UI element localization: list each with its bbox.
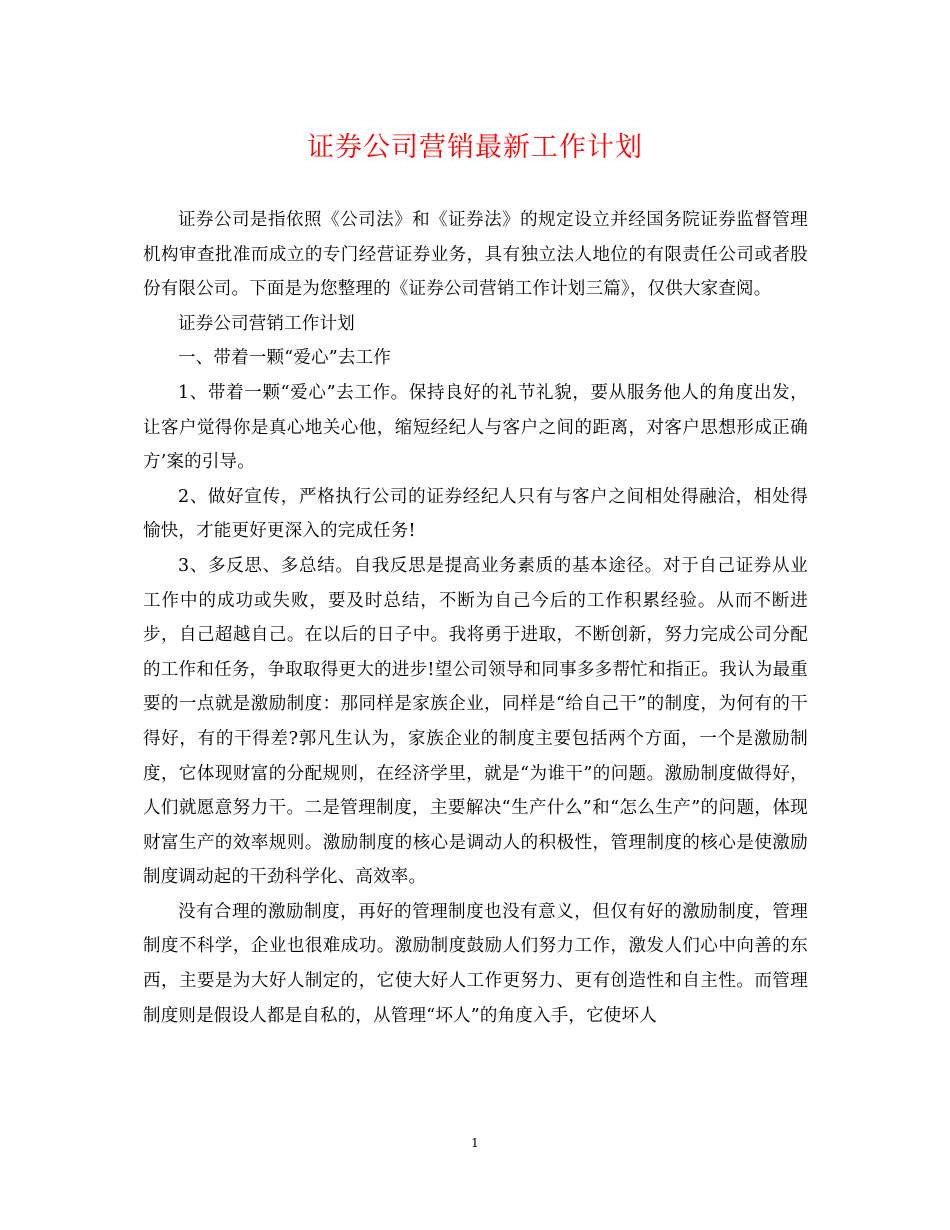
paragraph-item-1: 1、带着一颗“爱心”去工作。保持良好的礼节礼貌，要从服务他人的角度出发，让客户觉得你是真心地关心他，缩短经纪人与客户之间的距离，对客户思想形成正确方’案的引导。 <box>143 382 808 473</box>
paragraph-item-2: 2、做好宣传，严格执行公司的证券经纪人只有与客户之间相处得融洽，相处得愉快，才能更好更深入的完成任务! <box>143 486 808 542</box>
paragraph-intro: 证券公司是指依照《公司法》和《证券法》的规定设立并经国务院证券监督管理机构审查批准而成立的专门经营证券业务，具有独立法人地位的有限责任公司或者股份有限公司。下面是为您整理的《证券公司营销工作计划三篇》，仅供大家查阅。 <box>143 210 808 300</box>
page-number: 1 <box>471 1136 479 1150</box>
paragraph-subheading: 一、带着一颗“爱心”去工作 <box>178 348 391 369</box>
paragraph-item-3: 3、多反思、多总结。自我反思是提高业务素质的基本途径。对于自己证券从业工作中的成功或失败，要及时总结，不断为自己今后的工作积累经验。从而不断进步，自己超越自己。在以后的日子中。我将勇于进取，不断创新，努力完成公司分配的工作和任务，争取取得更大的进步!望公司领导和同事多多帮忙和指正。我认为最重要的一点就是激励制度：那同样是家族企业，同样是“给自己干”的制度，为何有的干得好，有的干得差?郭凡生认为，家族企业的制度主要包括两个方面，一个是激励制度，它体现财富的分配规则，在经济学里，就是“为谁干”的问题。激励制度做得好，人们就愿意努力干。二是管理制度，主要解决“生产什么”和“怎么生产”的问题，体现财富生产的效率规则。激励制度的核心是调动人的积极性，管理制度的核心是使激励制度调动起的干劲科学化、高效率。 <box>143 555 808 888</box>
document-title: 证券公司营销最新工作计划 <box>307 132 643 163</box>
document-body <box>143 203 808 1033</box>
paragraph-section-heading: 证券公司营销工作计划 <box>178 313 355 334</box>
paragraph-incentive: 没有合理的激励制度，再好的管理制度也没有意义，但仅有好的激励制度，管理制度不科学，企业也很难成功。激励制度鼓励人们努力工作，激发人们心中向善的东西，主要是为大好人制定的，它使大好人工作更努力、更有创造性和自主性。而管理制度则是假设人都是自私的，从管理“坏人”的角度入手，它使坏人 <box>143 901 808 1026</box>
